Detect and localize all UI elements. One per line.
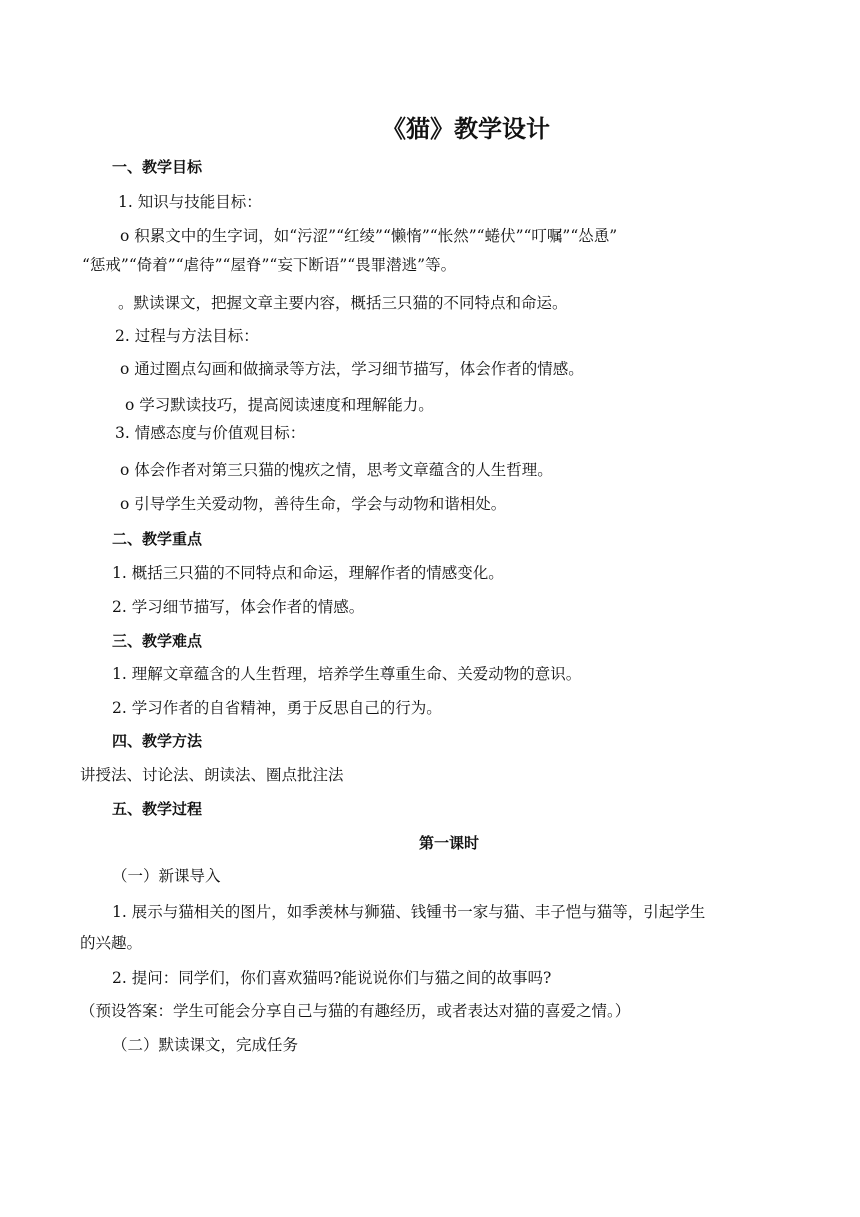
section-heading-objectives: 一、教学目标: [112, 158, 203, 176]
section-heading-methods: 四、教学方法: [112, 732, 203, 750]
process-step-1-line-1: 1. 展示与猫相关的图片，如季羡林与狮猫、钱锺书一家与猫、丰子恺与猫等，引起学生: [112, 903, 706, 921]
difficulty-2: 2. 学习作者的自省精神，勇于反思自己的行为。: [112, 699, 442, 717]
objective-knowledge-item-1-line-2: “惩戒”“倚着”“虐待”“屋脊”“妄下断语”“畏罪潜逃”等。: [82, 256, 457, 274]
objective-emotion-item-2: o 引导学生关爱动物，善待生命，学会与动物和谐相处。: [120, 495, 507, 513]
difficulty-1: 1. 理解文章蕴含的人生哲理，培养学生尊重生命、关爱动物的意识。: [112, 665, 582, 683]
objective-emotion-label: 3. 情感态度与价值观目标：: [115, 424, 306, 442]
section-heading-process: 五、教学过程: [112, 800, 203, 818]
process-part-reading: （二）默读课文，完成任务: [112, 1036, 299, 1054]
objective-process-item-2: o 学习默读技巧，提高阅读速度和理解能力。: [125, 396, 434, 414]
section-heading-key-points: 二、教学重点: [112, 530, 203, 548]
process-step-2-answer: （预设答案：学生可能会分享自己与猫的有趣经历，或者表达对猫的喜爱之情。）: [80, 1002, 631, 1020]
process-step-1-line-2: 的兴趣。: [80, 934, 143, 952]
key-point-2: 2. 学习细节描写，体会作者的情感。: [112, 598, 365, 616]
teaching-methods: 讲授法、讨论法、朗读法、圈点批注法: [80, 766, 344, 784]
objective-knowledge-item-2: 。默读课文，把握文章主要内容，概括三只猫的不同特点和命运。: [118, 294, 568, 312]
objective-process-label: 2. 过程与方法目标：: [115, 327, 259, 345]
objective-knowledge-label: 1. 知识与技能目标：: [118, 193, 262, 211]
objective-knowledge-item-1-line-1: o 积累文中的生字词，如“污涩”“红绫”“懒惰”“怅然”“蜷伏”“叮嘱”“怂恿”: [120, 227, 618, 245]
objective-emotion-item-1: o 体会作者对第三只猫的愧疚之情，思考文章蕴含的人生哲理。: [120, 461, 553, 479]
document-title: 《猫》教学设计: [382, 115, 550, 143]
lesson-period-heading: 第一课时: [418, 834, 479, 852]
key-point-1: 1. 概括三只猫的不同特点和命运，理解作者的情感变化。: [112, 564, 504, 582]
section-heading-difficulties: 三、教学难点: [112, 632, 203, 650]
process-step-2: 2. 提问：同学们，你们喜欢猫吗?能说说你们与猫之间的故事吗?: [112, 969, 552, 987]
process-part-intro: （一）新课导入: [112, 867, 221, 885]
objective-process-item-1: o 通过圈点勾画和做摘录等方法，学习细节描写，体会作者的情感。: [120, 360, 584, 378]
